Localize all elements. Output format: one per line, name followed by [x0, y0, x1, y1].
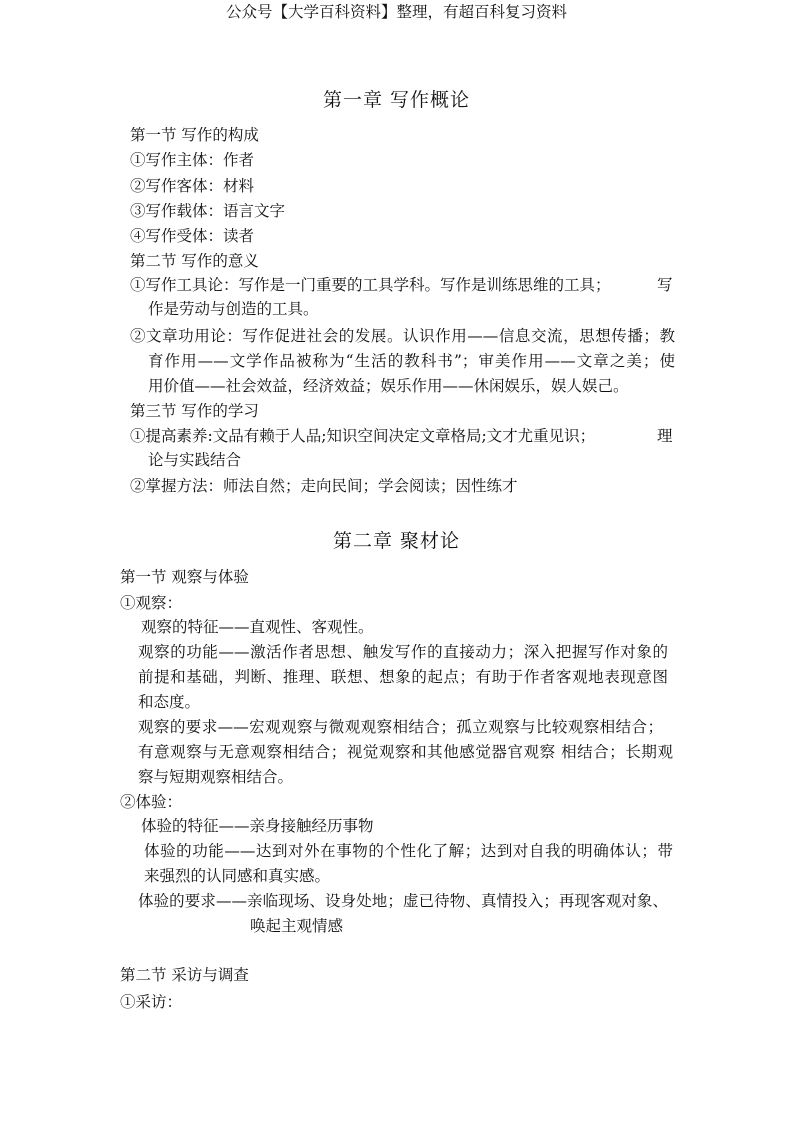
section-heading: 第二节 采访与调查: [120, 966, 249, 984]
list-item: ①采访：: [120, 993, 183, 1011]
paragraph-line: 观察的要求——宏观观察与微观观察相结合；孤立观察与比较观察相结合；: [138, 718, 663, 736]
paragraph-line: 唤起主观情感: [250, 917, 344, 935]
paragraph-line: ①提高素养:文品有赖于人品;知识空间决定文章格局;文才尤重见识；: [130, 427, 596, 445]
paragraph-line: ②文章功用论：写作促进社会的发展。认识作用——信息交流，思想传播；教: [130, 327, 675, 345]
list-item: ①观察：: [120, 594, 183, 612]
paragraph-line: 育作用——文学作品被称为“生活的教科书”；审美作用——文章之美；使: [148, 352, 675, 370]
section-heading: 第三节 写作的学习: [130, 402, 259, 420]
list-item: ②写作客体：材料: [130, 177, 255, 195]
paragraph-line: 体验的功能——达到对外在事物的个性化了解；达到对自我的明确体认；带: [144, 842, 673, 860]
paragraph-line: 体验的特征——亲身接触经历事物: [141, 817, 374, 835]
paragraph-line: 用价值——社会效益，经济效益；娱乐作用——休闲娱乐，娱人娱己。: [148, 377, 629, 395]
paragraph-line: ①写作工具论：写作是一门重要的工具学科。写作是训练思维的工具；: [130, 276, 611, 294]
chapter-1-title: 第一章 写作概论: [322, 89, 471, 111]
list-item: ④写作受体：读者: [130, 227, 255, 245]
section-heading: 第一节 写作的构成: [130, 126, 259, 144]
chapter-2-title: 第二章 聚材论: [332, 530, 461, 552]
paragraph-line: 作是劳动与创造的工具。: [148, 300, 319, 318]
paragraph-line: 论与实践结合: [148, 451, 242, 469]
paragraph-line: 理: [657, 427, 673, 445]
list-item: ①写作主体：作者: [130, 151, 255, 169]
paragraph-line: 和态度。: [138, 693, 201, 711]
paragraph-line: 来强烈的认同感和真实感。: [144, 867, 331, 885]
list-item: ③写作载体：语言文字: [130, 202, 286, 220]
section-heading: 第一节 观察与体验: [120, 568, 249, 586]
paragraph-line: 观察的功能——激活作者思想、触发写作的直接动力；深入把握写作对象的: [138, 643, 668, 661]
page-header: 公众号【大学百科资料】整理，有超百科复习资料: [225, 3, 567, 21]
paragraph-line: 写: [657, 276, 673, 294]
paragraph-line: 体验的要求——亲临现场、设身处地；虚已待物、真情投入；再现客观对象、: [138, 892, 668, 910]
paragraph-line: 前提和基础，判断、推理、联想、想象的起点；有助于作者客观地表现意图: [138, 668, 668, 686]
paragraph-line: 有意观察与无意观察相结合；视觉观察和其他感觉器官观察 相结合；长期观: [138, 743, 673, 761]
paragraph-line: 察与短期观察相结合。: [138, 768, 294, 786]
section-heading: 第二节 写作的意义: [130, 252, 259, 270]
paragraph-line: 观察的特征——直观性、客观性。: [141, 618, 374, 636]
list-item: ②体验：: [120, 793, 183, 811]
paragraph-line: ②掌握方法：师法自然；走向民间；学会阅读；因性练才: [130, 477, 518, 495]
